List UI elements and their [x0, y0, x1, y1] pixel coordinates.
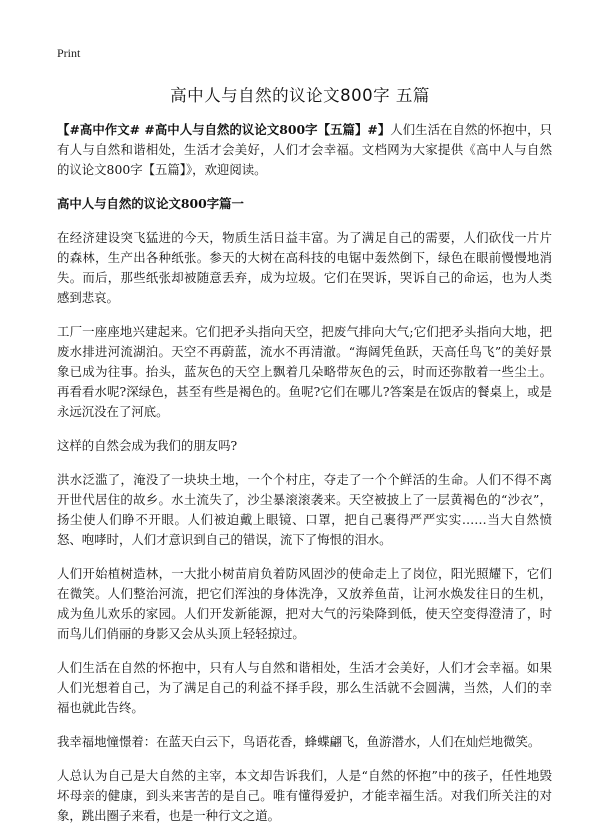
print-label: Print — [57, 46, 81, 60]
intro-tags: 【#高中作文# #高中人与自然的议论文800字【五篇】#】 — [57, 122, 391, 137]
body-paragraph-3: 这样的自然会成为我们的朋友吗? — [57, 438, 238, 453]
section-heading: 高中人与自然的议论文800字篇一 — [57, 196, 244, 211]
document-title: 高中人与自然的议论文800字 五篇 — [170, 86, 430, 105]
body-paragraph-7: 我幸福地憧憬着：在蓝天白云下，鸟语花香，蜂蝶翩飞，鱼游潜水，人们在灿烂地微笑。 — [57, 734, 541, 749]
document-body — [57, 120, 552, 840]
body-paragraph-6: 人们生活在自然的怀抱中，只有人与自然和谐相处，生活才会美好，人们才会幸福。如果人们光想着自己，为了满足自己的利益不择手段，那么生活就不会圆满，当然，人们的幸福也就此告终。 — [57, 660, 552, 715]
intro-paragraph — [57, 120, 552, 180]
intro-text: 人们生活在自然的怀抱中，只有人与自然和谐相处，生活才会美好，人们才会幸福。文档网为大家提供《高中人与自然的议论文800字【五篇】》，欢迎阅读。 — [57, 122, 552, 177]
body-paragraph-2: 工厂一座座地兴建起来。它们把矛头指向天空，把废气排向大气;它们把矛头指向大地，把废水排进河流湖泊。天空不再蔚蓝，流水不再清澈。“海阔凭鱼跃，天高任鸟飞”的美好景象已成为往事。抬头，蓝灰色的天空上飘着几朵略带灰色的云，时而还弥散着一些尘土。再看看水呢?深绿色，甚至有些是褐色的。鱼呢?它们在哪儿?答案是在饭店的餐桌上，或是永远沉没在了河底。 — [57, 324, 552, 419]
body-paragraph-4: 洪水泛滥了，淹没了一块块土地，一个个村庄，夺走了一个个鲜活的生命。人们不得不离开世代居住的故乡。水土流失了，沙尘暴滚滚袭来。天空被披上了一层黄褐色的“沙衣”，扬尘使人们睁不开眼。人们被迫戴上眼镜、口罩，把自己裹得严严实实……当大自然愤怒、咆哮时，人们才意识到自己的错误，流下了悔恨的泪水。 — [57, 472, 552, 547]
body-paragraph-5: 人们开始植树造林，一大批小树苗肩负着防风固沙的使命走上了岗位，阳光照耀下，它们在微笑。人们整治河流，把它们浑浊的身体洗净，又放养鱼苗，让河水焕发往日的生机，成为鱼儿欢乐的家园。人们开发新能源，把对大气的污染降到低，使天空变得澄清了，时而鸟儿们俏丽的身影又会从头顶上轻轻掠过。 — [57, 566, 552, 641]
body-paragraph-1: 在经济建设突飞猛进的今天，物质生活日益丰富。为了满足自己的需要，人们砍伐一片片的森林，生产出各种纸张。参天的大树在高科技的电锯中轰然倒下，绿色在眼前慢慢地消失。而后，那些纸张却被随意丢弃，成为垃圾。它们在哭诉，哭诉自己的命运，也为人类感到悲哀。 — [57, 230, 552, 305]
body-paragraph-8: 人总认为自己是大自然的主宰，本文却告诉我们，人是“自然的怀抱”中的孩子，任性地毁坏母亲的健康，到头来害苦的是自己。唯有懂得爱护，才能幸福生活。对我们所关注的对象，跳出圈子来看，也是一种行文之道。 — [57, 768, 552, 823]
